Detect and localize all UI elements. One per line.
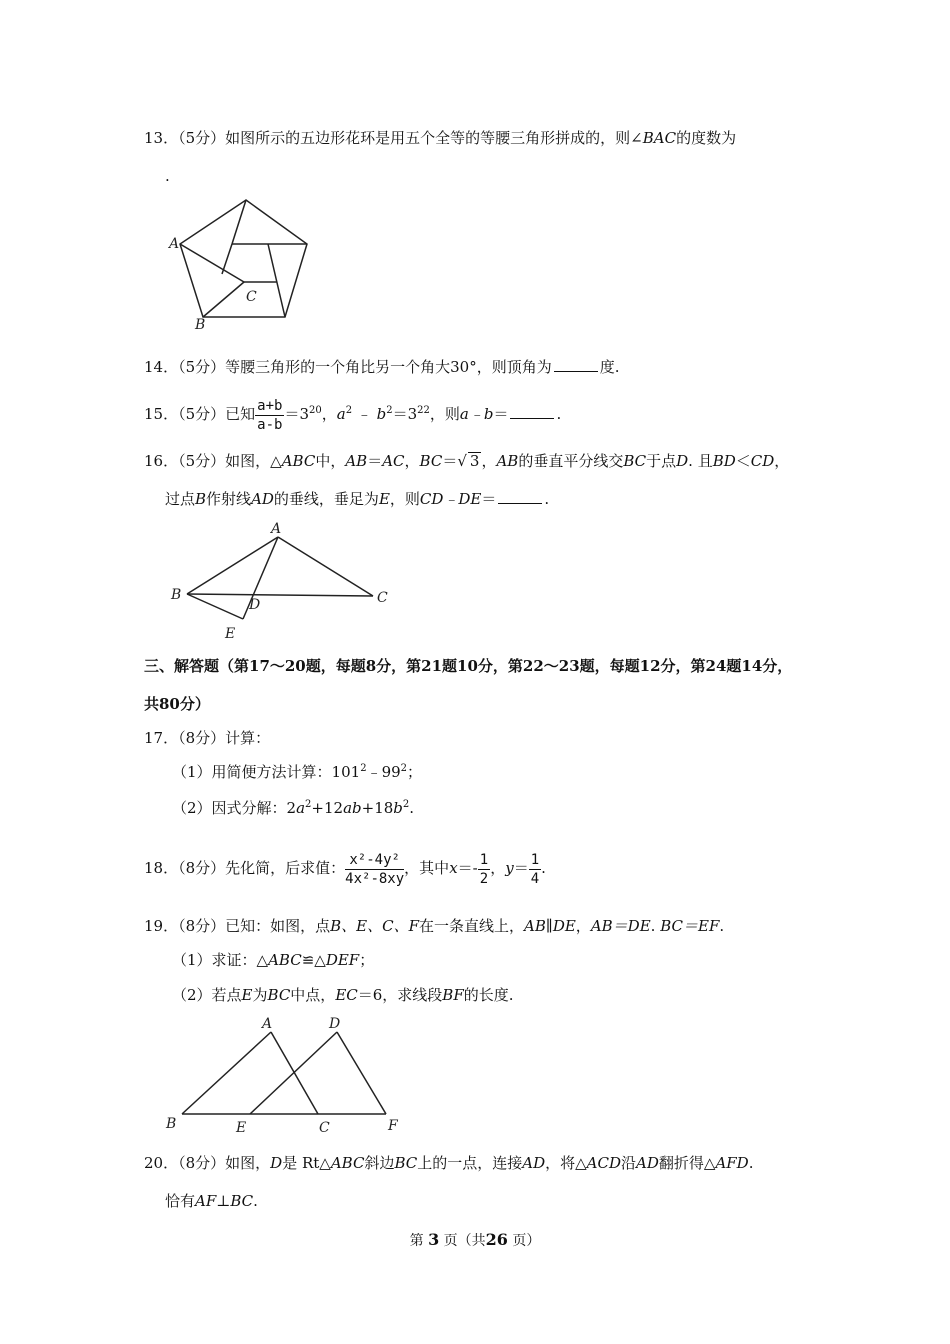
q19-score: （8分） — [178, 917, 226, 935]
q19-c3: . — [719, 917, 725, 935]
q15-b: b — [376, 405, 387, 423]
q18-tail: . — [541, 859, 546, 877]
q16-e: E — [378, 490, 390, 508]
q20-d: D — [270, 1154, 283, 1172]
q18-neg: - — [472, 859, 478, 877]
q16-t9: 作射线 — [206, 490, 252, 508]
q19-part1 — [172, 950, 374, 970]
q20-t1: 如图， — [225, 1154, 271, 1172]
q19-p1b: DEF — [325, 951, 360, 969]
q20-line1 — [144, 1153, 754, 1173]
q16-eq: ＝ — [367, 452, 383, 470]
q13-score: （5分） — [178, 129, 226, 147]
q17-p1e2: 2 — [400, 763, 408, 774]
q19-p1a: ABC — [268, 951, 302, 969]
q13-number: 13． — [144, 129, 179, 147]
q16-line2 — [165, 489, 549, 509]
q15-mid: ， — [321, 405, 337, 423]
q13-tail: . — [165, 167, 170, 185]
q20-t6: 沿 — [621, 1154, 637, 1172]
q20-t3: 斜边 — [364, 1154, 395, 1172]
q17-p2e1: 2 — [305, 799, 312, 810]
q19-c2: . — [650, 917, 656, 935]
fig13-label-b: B — [195, 317, 206, 333]
q19-p2bc: BC — [267, 986, 291, 1004]
q18-frac-den: 4x²-8xy — [345, 870, 405, 887]
q15-number: 15． — [144, 405, 179, 423]
q16-cdde: CD﹣DE — [419, 490, 482, 508]
fig16-label-a: A — [271, 521, 282, 537]
q18-y: y — [505, 859, 514, 877]
q16-t5: 于点 — [646, 452, 677, 470]
triangle-abc — [187, 537, 373, 619]
figure-13 — [160, 192, 320, 337]
section3-heading-2: 共80分） — [144, 695, 210, 713]
fig19-label-b: B — [166, 1116, 177, 1132]
seg-ba — [182, 1032, 271, 1114]
q16-root: 3 — [469, 452, 480, 470]
q15-fraction — [255, 397, 284, 434]
q15-score: （5分） — [178, 405, 226, 423]
q17-p1: （1）用简便方法计算：101 — [172, 763, 361, 781]
outer-pentagon — [180, 200, 307, 317]
q16-t6: . 且 — [688, 452, 713, 470]
q16-abc: ABC — [281, 452, 316, 470]
q15-minus: ﹣ — [352, 405, 377, 423]
q19-p2m: 为 — [252, 986, 268, 1004]
q16-eq2: ＝ — [442, 452, 458, 470]
q17-p2b: b — [393, 799, 403, 817]
q19-p1t: ； — [359, 951, 375, 969]
q18-eq2: ＝ — [513, 859, 529, 877]
q19-p2bf: BF — [442, 986, 464, 1004]
q20-line2 — [165, 1191, 258, 1211]
q19-t2: 在一条直线上， — [419, 917, 525, 935]
q16-bc: BC — [419, 452, 443, 470]
q16-t4: 的垂直平分线交 — [518, 452, 624, 470]
footer-mid: 页（共 — [443, 1233, 486, 1249]
q16-t7: ， — [774, 452, 790, 470]
q18-fraction — [345, 851, 404, 888]
q19-part2 — [172, 985, 514, 1005]
q17-part1 — [172, 762, 422, 782]
q19-line — [144, 916, 724, 936]
q16-cd: CD — [750, 452, 775, 470]
q16-comma: ， — [404, 452, 420, 470]
q14-line — [144, 357, 620, 377]
q16-t10: 的垂线，垂足为 — [273, 490, 379, 508]
figure-19 — [160, 1012, 410, 1140]
q16-b: B — [195, 490, 207, 508]
q17-p2m2: +18 — [361, 799, 394, 817]
q19-p2t: 的长度. — [463, 986, 514, 1004]
q16-lt: ＜ — [735, 452, 751, 470]
q19-pts: B、E、C、F — [330, 917, 420, 935]
q17-p2e2: 2 — [402, 799, 410, 810]
fig19-label-e: E — [236, 1120, 247, 1136]
q18-xd: 2 — [479, 870, 489, 887]
q15-eq3: ＝ — [493, 405, 509, 423]
q16-t3: ， — [481, 452, 497, 470]
q14-answer-blank[interactable] — [554, 357, 598, 372]
q15-eq1: ＝3 — [284, 405, 309, 423]
q17-p2: （2）因式分解：2 — [172, 799, 297, 817]
page-total: 26 — [485, 1230, 508, 1249]
q16-score: （5分） — [178, 452, 226, 470]
page-footer — [0, 1230, 950, 1250]
q15-prefix: 已知 — [225, 405, 256, 423]
seg-7 — [222, 244, 232, 274]
q19-p2e: E — [241, 986, 253, 1004]
q16-bc2: BC — [623, 452, 647, 470]
sqrt-sign: √ — [457, 452, 467, 470]
q17-p1m: ﹣99 — [366, 763, 401, 781]
q16-t2: 中， — [315, 452, 346, 470]
q16-t1: 如图，△ — [225, 452, 282, 470]
q16-ad: AD — [251, 490, 274, 508]
fig13-label-c: C — [246, 289, 257, 305]
q18-eq: ＝ — [457, 859, 473, 877]
seg-ab — [187, 537, 278, 594]
page-number: 3 — [428, 1230, 440, 1249]
q16-t11: ，则 — [389, 490, 420, 508]
q15-frac-den: a-b — [257, 416, 283, 433]
q19-p2m2: 中点， — [290, 986, 336, 1004]
q18-y-fraction — [529, 851, 541, 888]
fig16-label-b: B — [171, 587, 182, 603]
q20-abc: ABC — [330, 1154, 365, 1172]
q20-number: 20． — [144, 1154, 179, 1172]
seg-ed — [250, 1032, 337, 1114]
q15-tail: . — [556, 405, 562, 423]
q14-text: 等腰三角形的一个角比另一个角大30°，则顶角为 — [225, 358, 552, 376]
fig16-label-e: E — [225, 626, 236, 642]
q16-ab2: AB — [496, 452, 519, 470]
q16-bd: BD — [712, 452, 736, 470]
seg-ac — [278, 537, 373, 596]
fig19-label-c: C — [319, 1120, 330, 1136]
q20-afbc: AF⊥BC — [195, 1192, 254, 1210]
seg-df — [337, 1032, 386, 1114]
q18-xn: 1 — [479, 851, 489, 868]
q16-answer-blank[interactable] — [498, 489, 542, 504]
q13-var: BAC — [642, 129, 677, 147]
seg-1 — [232, 200, 246, 244]
q13-line — [144, 128, 736, 148]
fig19-label-d: D — [329, 1016, 341, 1032]
q20-bc: BC — [394, 1154, 418, 1172]
q18-score: （8分） — [178, 859, 226, 877]
q18-x: x — [449, 859, 458, 877]
seg-be — [187, 594, 243, 619]
q18-mid: ，其中 — [404, 859, 450, 877]
q19-c1: ， — [575, 917, 591, 935]
q19-number: 19． — [144, 917, 179, 935]
q17-p2m: +12 — [311, 799, 344, 817]
seg-bc — [187, 594, 373, 596]
q18-frac-num: x²-4y² — [345, 851, 404, 870]
q20-ad: AD — [522, 1154, 546, 1172]
q18-sep: ， — [490, 859, 506, 877]
q20-t4: 上的一点，连接 — [417, 1154, 523, 1172]
q17-text: 计算： — [225, 729, 271, 747]
q19-p2ec: EC — [335, 986, 358, 1004]
q16-ac: AC — [382, 452, 405, 470]
q15-amb: a﹣b — [459, 405, 494, 423]
q15-exp1: 20 — [309, 405, 322, 416]
q15-answer-blank[interactable] — [510, 404, 554, 419]
q15-a: a — [336, 405, 346, 423]
seg-5 — [203, 282, 244, 317]
q20-afd: AFD — [715, 1154, 749, 1172]
q18-yn: 1 — [530, 851, 540, 868]
q18-text: 先化简，后求值： — [225, 859, 346, 877]
q20-l2a: 恰有 — [165, 1192, 196, 1210]
q16-t12: ＝ — [481, 490, 497, 508]
q19-par: AB∥DE — [524, 917, 576, 935]
q18-number: 18． — [144, 859, 179, 877]
q13-text: 如图所示的五边形花环是用五个全等的等腰三角形拼成的，则∠ — [225, 129, 643, 147]
figure-16 — [165, 520, 405, 645]
q18-yd: 4 — [530, 870, 540, 887]
section3-heading: 三、解答题（第17～20题，每题8分，第21题10分，第22～23题，每题12分，第24题14分， — [144, 657, 793, 675]
footer-post: 页） — [512, 1233, 541, 1249]
q17-p1e1: 2 — [360, 763, 367, 774]
q20-t2: 是 Rt△ — [282, 1154, 331, 1172]
footer-pre: 第 — [409, 1233, 424, 1249]
q19-p1c: ≌△ — [301, 951, 326, 969]
q20-ad2: AD — [636, 1154, 659, 1172]
q19-p2m3: ＝6，求线段 — [357, 986, 443, 1004]
q16-ab: AB — [345, 452, 368, 470]
q14-number: 14． — [144, 358, 179, 376]
fig16-label-d: D — [249, 597, 261, 613]
q15-then: ，则 — [429, 405, 460, 423]
q19-eq2: BC＝EF — [660, 917, 720, 935]
q20-t5: ，将△ — [545, 1154, 587, 1172]
triangles-abc-def — [182, 1032, 386, 1114]
q15-eq2: ＝3 — [392, 405, 418, 423]
q20-score: （8分） — [178, 1154, 226, 1172]
fig16-label-c: C — [377, 590, 388, 606]
q16-d: D — [676, 452, 689, 470]
q17-p1t: ； — [407, 763, 423, 781]
q13-text2: 的度数为 — [676, 129, 737, 147]
q20-t7: 翻折得△ — [658, 1154, 716, 1172]
q14-score: （5分） — [178, 358, 226, 376]
q19-t1: 已知：如图，点 — [225, 917, 331, 935]
fig19-label-a: A — [262, 1016, 273, 1032]
q14-tail: 度. — [599, 358, 620, 376]
q19-p2: （2）若点 — [172, 986, 242, 1004]
q17-score: （8分） — [178, 729, 226, 747]
fig19-label-f: F — [388, 1118, 398, 1134]
q17-number: 17． — [144, 729, 179, 747]
q16-number: 16． — [144, 452, 179, 470]
pentagon-garland — [180, 200, 307, 317]
q17-part2 — [172, 798, 414, 818]
q20-l2t: . — [253, 1192, 258, 1210]
seg-3 — [268, 244, 285, 317]
q20-acd: ACD — [586, 1154, 622, 1172]
q17-line — [144, 728, 270, 748]
q17-p2t: . — [409, 799, 415, 817]
q17-p2a: a — [296, 799, 306, 817]
q15-frac-num: a+b — [257, 397, 283, 414]
q17-p2ab: ab — [343, 799, 362, 817]
q20-t8: . — [748, 1154, 754, 1172]
q16-line1 — [144, 451, 789, 471]
q15-exp2: 22 — [417, 405, 430, 416]
q16-tail: . — [544, 490, 550, 508]
q18-x-fraction — [478, 851, 490, 888]
q15-line: 15．（5分）已知 $\frac{a+b}{a-b}$ $=3^{20}$，$a^2$ ﹣ $b^2=3^{22}$，则a﹣b＝ . — [144, 397, 562, 433]
q19-p1: （1）求证：△ — [172, 951, 269, 969]
q16-t8: 过点 — [165, 490, 196, 508]
fig13-label-a: A — [169, 236, 180, 252]
q19-eq1: AB＝DE — [590, 917, 651, 935]
q18-line — [144, 846, 546, 890]
